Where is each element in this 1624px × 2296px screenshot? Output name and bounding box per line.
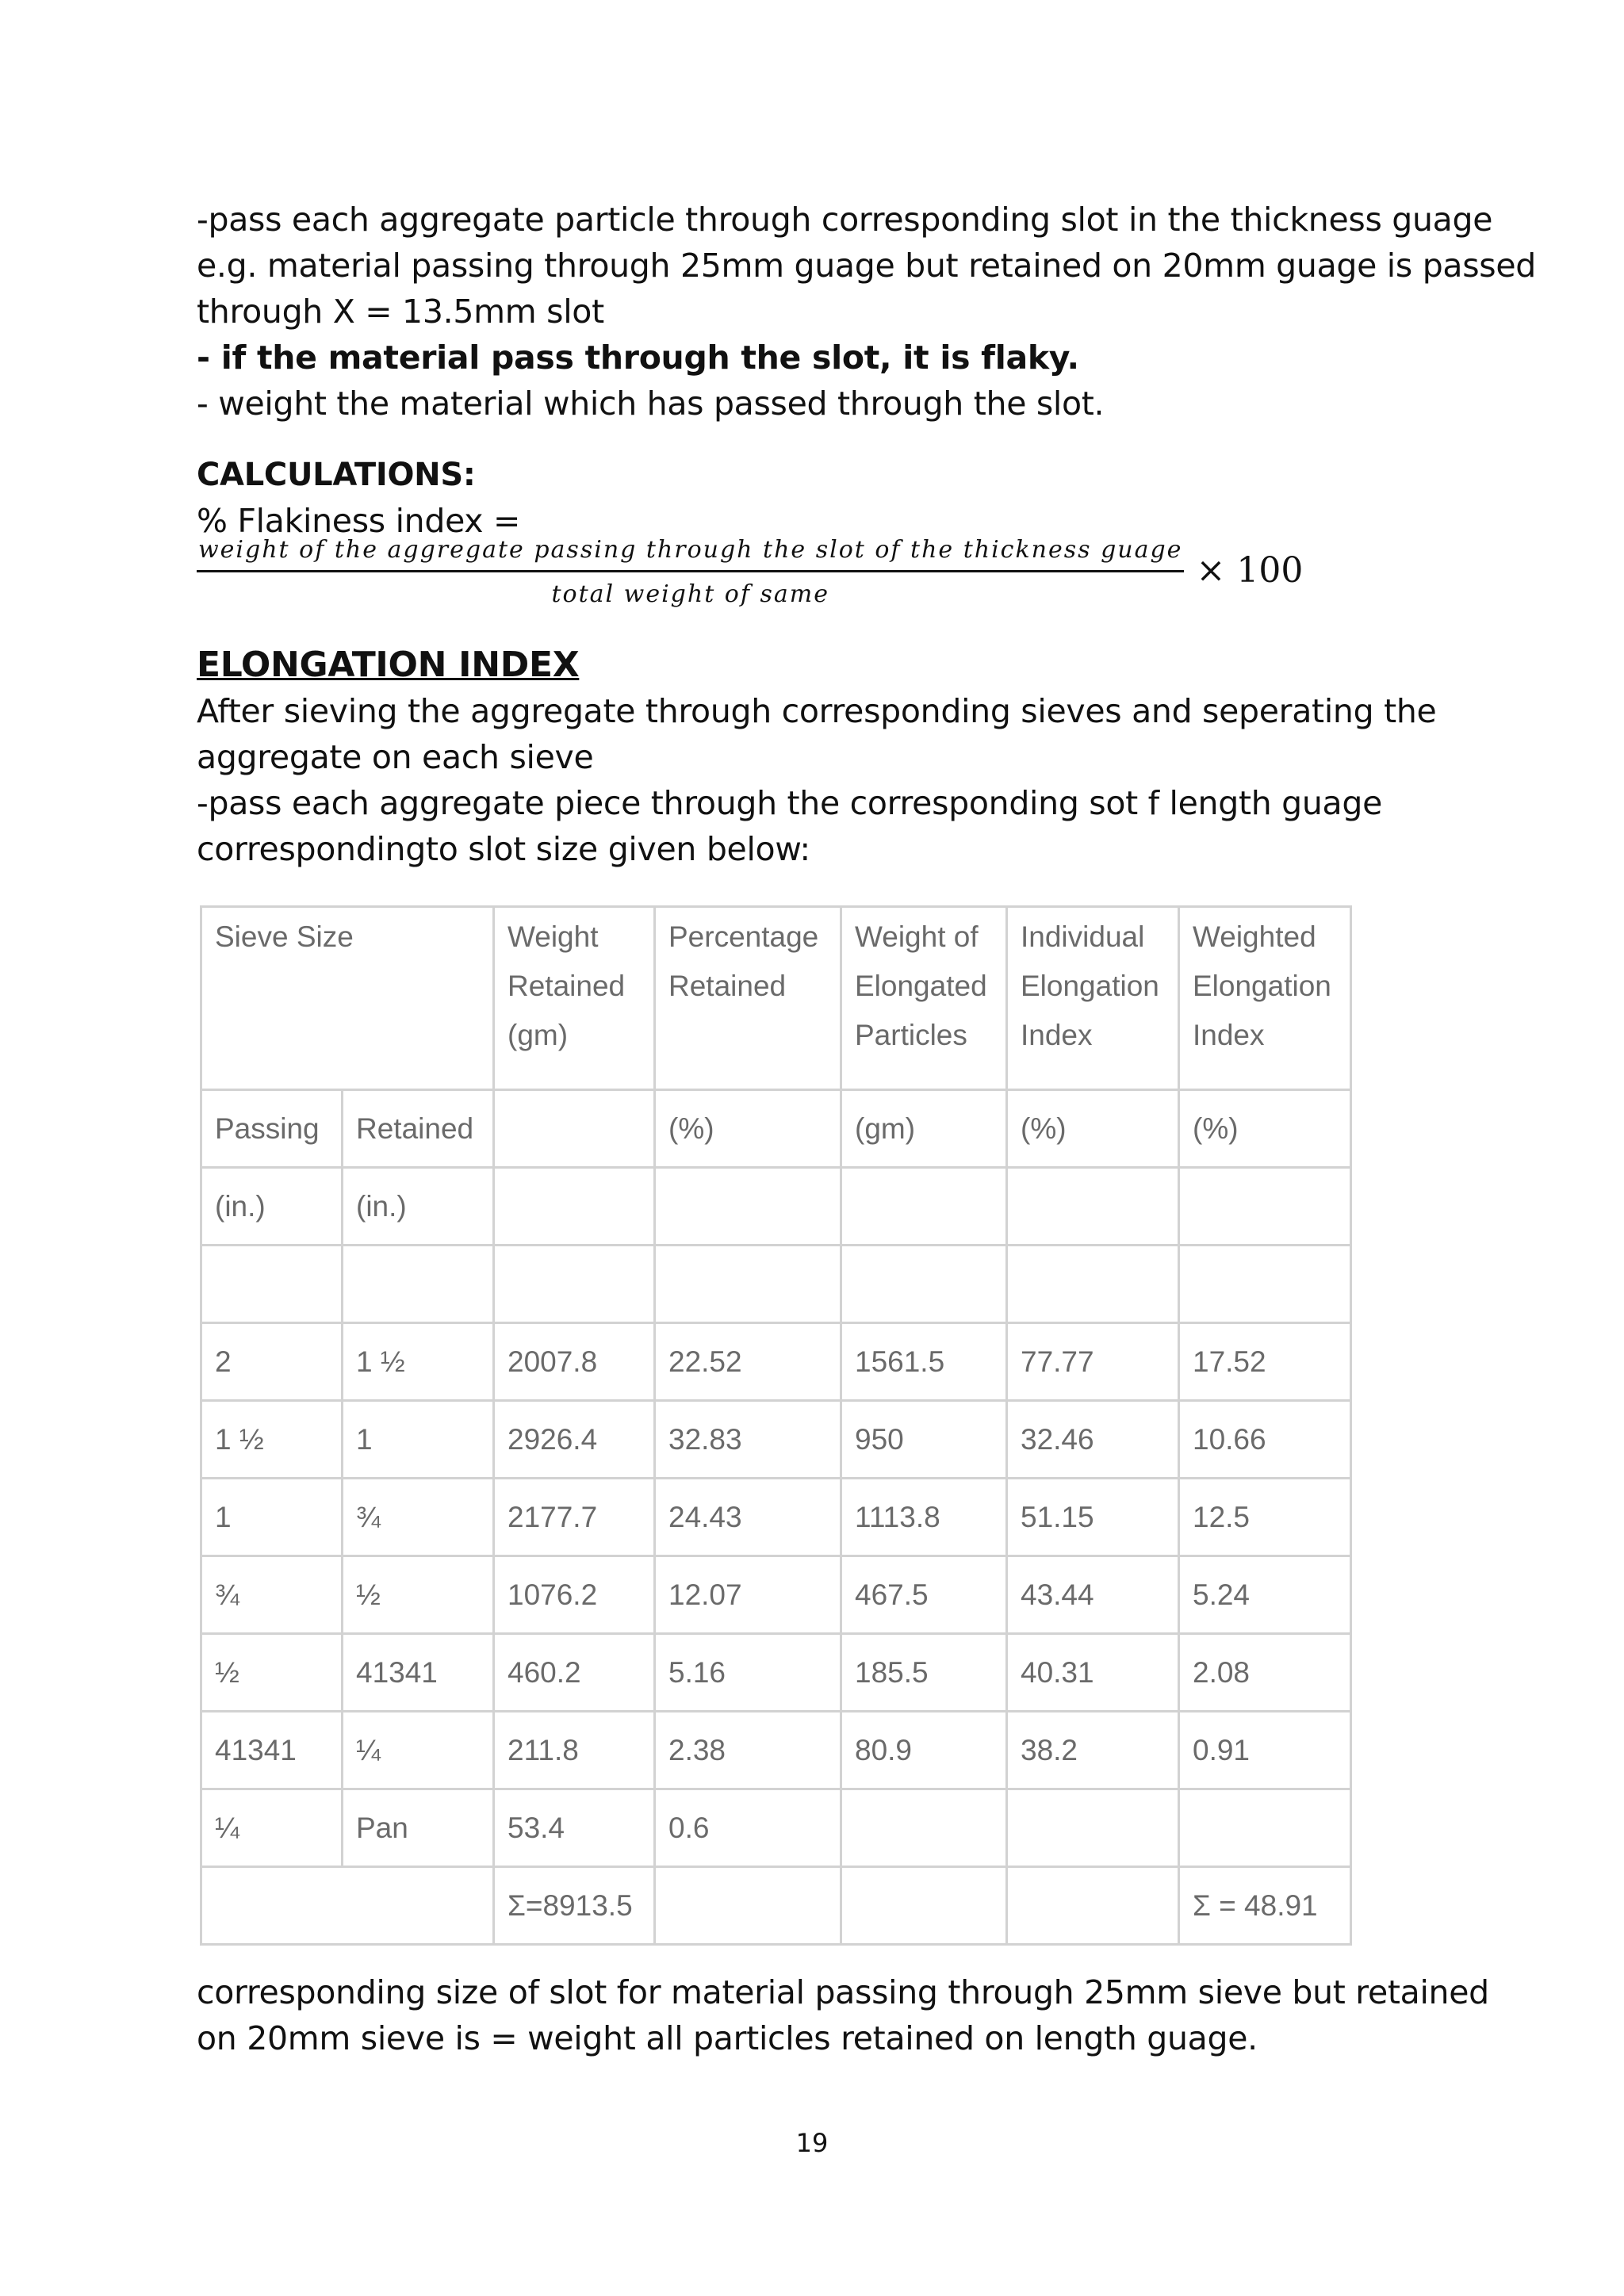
header-weight-retained: Weight Retained (gm) [494, 907, 655, 1090]
table-cell: 2.08 [1179, 1634, 1351, 1712]
header-sieve-size: Sieve Size [201, 907, 494, 1090]
table-cell [1007, 1246, 1179, 1323]
table-cell: (in.) [201, 1168, 343, 1246]
table-cell: 1 [201, 1479, 343, 1556]
table-row [201, 1712, 1351, 1789]
total-weight-cell: Σ=8913.5 [494, 1867, 655, 1945]
table-cell: 77.77 [1007, 1323, 1179, 1401]
table-cell: 460.2 [494, 1634, 655, 1712]
table-cell: 2 [201, 1323, 343, 1401]
table-cell: ¾ [201, 1556, 343, 1634]
table-cell [841, 1168, 1007, 1246]
table-cell: 40.31 [1007, 1634, 1179, 1712]
total-weighted-cell: Σ = 48.91 [1179, 1867, 1351, 1945]
table-cell [841, 1789, 1007, 1867]
table-cell: 2177.7 [494, 1479, 655, 1556]
table-cell: ½ [201, 1634, 343, 1712]
elongation-line: -pass each aggregate piece through the corresponding sot f length guage [197, 784, 1383, 822]
table-cell: (gm) [841, 1090, 1007, 1168]
table-cell: ½ [343, 1556, 494, 1634]
table-cell [343, 1246, 494, 1323]
formula-numerator: weight of the aggregate passing through the slot of the thickness guage [197, 536, 1184, 572]
table-row [201, 1479, 1351, 1556]
table-cell: ¼ [343, 1712, 494, 1789]
table-cell [494, 1168, 655, 1246]
table-cell [655, 1168, 841, 1246]
table-cell: Pan [343, 1789, 494, 1867]
table-cell: 1076.2 [494, 1556, 655, 1634]
table-cell: (in.) [343, 1168, 494, 1246]
intro-line: e.g. material passing through 25mm guage but retained on 20mm guage is passed [197, 247, 1537, 285]
table-cell: 43.44 [1007, 1556, 1179, 1634]
elongation-line: After sieving the aggregate through corresponding sieves and seperating the [197, 692, 1437, 730]
formula-denominator: total weight of same [551, 580, 829, 608]
elongation-table [200, 905, 1352, 1946]
table-cell [1179, 1789, 1351, 1867]
table-row [201, 1401, 1351, 1479]
table-cell [1179, 1168, 1351, 1246]
table-cell: 2.38 [655, 1712, 841, 1789]
table-cell: 32.46 [1007, 1401, 1179, 1479]
table-cell: 12.5 [1179, 1479, 1351, 1556]
table-cell: Retained [343, 1090, 494, 1168]
table-cell [841, 1246, 1007, 1323]
table-cell [655, 1246, 841, 1323]
table-cell [201, 1246, 343, 1323]
closing-block [197, 1969, 1489, 2061]
intro-line: -pass each aggregate particle through corresponding slot in the thickness guage [197, 201, 1493, 239]
table-cell: (%) [655, 1090, 841, 1168]
table-cell: 1561.5 [841, 1323, 1007, 1401]
table-cell: 53.4 [494, 1789, 655, 1867]
table-cell [841, 1867, 1007, 1945]
table-cell [494, 1090, 655, 1168]
table-cell: (%) [1179, 1090, 1351, 1168]
flakiness-label: % Flakiness index = [197, 502, 521, 540]
table-cell [494, 1246, 655, 1323]
table-cell: 1 [343, 1401, 494, 1479]
header-percentage-retained: Percentage Retained [655, 907, 841, 1090]
table-cell: (%) [1007, 1090, 1179, 1168]
table-cell: ¼ [201, 1789, 343, 1867]
table-row [201, 1789, 1351, 1867]
flakiness-formula [197, 536, 1303, 608]
table-units-row [201, 1090, 1351, 1168]
table-cell: 10.66 [1179, 1401, 1351, 1479]
table-cell: 17.52 [1179, 1323, 1351, 1401]
table-cell [1179, 1246, 1351, 1323]
table-cell: Passing [201, 1090, 343, 1168]
calculations-heading: CALCULATIONS: [197, 457, 476, 493]
formula-fraction [197, 536, 1184, 608]
table-cell: 2007.8 [494, 1323, 655, 1401]
table-cell [1007, 1867, 1179, 1945]
table-cell: 1 ½ [343, 1323, 494, 1401]
table-cell: 0.91 [1179, 1712, 1351, 1789]
table-inch-row [201, 1168, 1351, 1246]
closing-line: on 20mm sieve is = weight all particles retained on length guage. [197, 2019, 1258, 2057]
table-cell: 12.07 [655, 1556, 841, 1634]
table-cell: 211.8 [494, 1712, 655, 1789]
table-cell [201, 1867, 494, 1945]
table-cell: 467.5 [841, 1556, 1007, 1634]
table-row [201, 1634, 1351, 1712]
table-cell: 32.83 [655, 1401, 841, 1479]
elongation-block [197, 642, 1437, 872]
table-cell: 2926.4 [494, 1401, 655, 1479]
table-cell: 1 ½ [201, 1401, 343, 1479]
table-cell [655, 1867, 841, 1945]
flaky-instruction: - if the material pass through the slot, it is flaky. [197, 339, 1079, 377]
table-cell: 22.52 [655, 1323, 841, 1401]
formula-multiplier: × 100 [1196, 550, 1304, 591]
page-number: 19 [795, 2128, 829, 2158]
table-cell: 41341 [201, 1712, 343, 1789]
header-individual-index: Individual Elongation Index [1007, 907, 1179, 1090]
table-cell [1007, 1789, 1179, 1867]
closing-line: corresponding size of slot for material passing through 25mm sieve but retained [197, 1973, 1489, 2011]
calculations-block [197, 452, 1434, 544]
table-cell: 38.2 [1007, 1712, 1179, 1789]
table-cell: 80.9 [841, 1712, 1007, 1789]
table-cell: 51.15 [1007, 1479, 1179, 1556]
table-cell: 5.16 [655, 1634, 841, 1712]
header-weighted-index: Weighted Elongation Index [1179, 907, 1351, 1090]
table-header-row [201, 907, 1351, 1090]
table-cell: 24.43 [655, 1479, 841, 1556]
table-cell: 5.24 [1179, 1556, 1351, 1634]
elongation-line: correspondingto slot size given below: [197, 830, 810, 868]
table-cell: 0.6 [655, 1789, 841, 1867]
intro-line: through X = 13.5mm slot [197, 293, 604, 331]
table-cell: 950 [841, 1401, 1007, 1479]
table-cell: 185.5 [841, 1634, 1007, 1712]
table-totals-row [201, 1867, 1351, 1945]
elongation-line: aggregate on each sieve [197, 738, 594, 776]
header-weight-elongated: Weight of Elongated Particles [841, 907, 1007, 1090]
table-blank-row [201, 1246, 1351, 1323]
table-cell: ¾ [343, 1479, 494, 1556]
table-row [201, 1323, 1351, 1401]
table-cell: 1113.8 [841, 1479, 1007, 1556]
weigh-instruction: - weight the material which has passed through the slot. [197, 385, 1105, 423]
table-cell: 41341 [343, 1634, 494, 1712]
table-cell [1007, 1168, 1179, 1246]
elongation-heading: ELONGATION INDEX [197, 645, 580, 685]
table-row [201, 1556, 1351, 1634]
intro-block [197, 197, 1537, 427]
